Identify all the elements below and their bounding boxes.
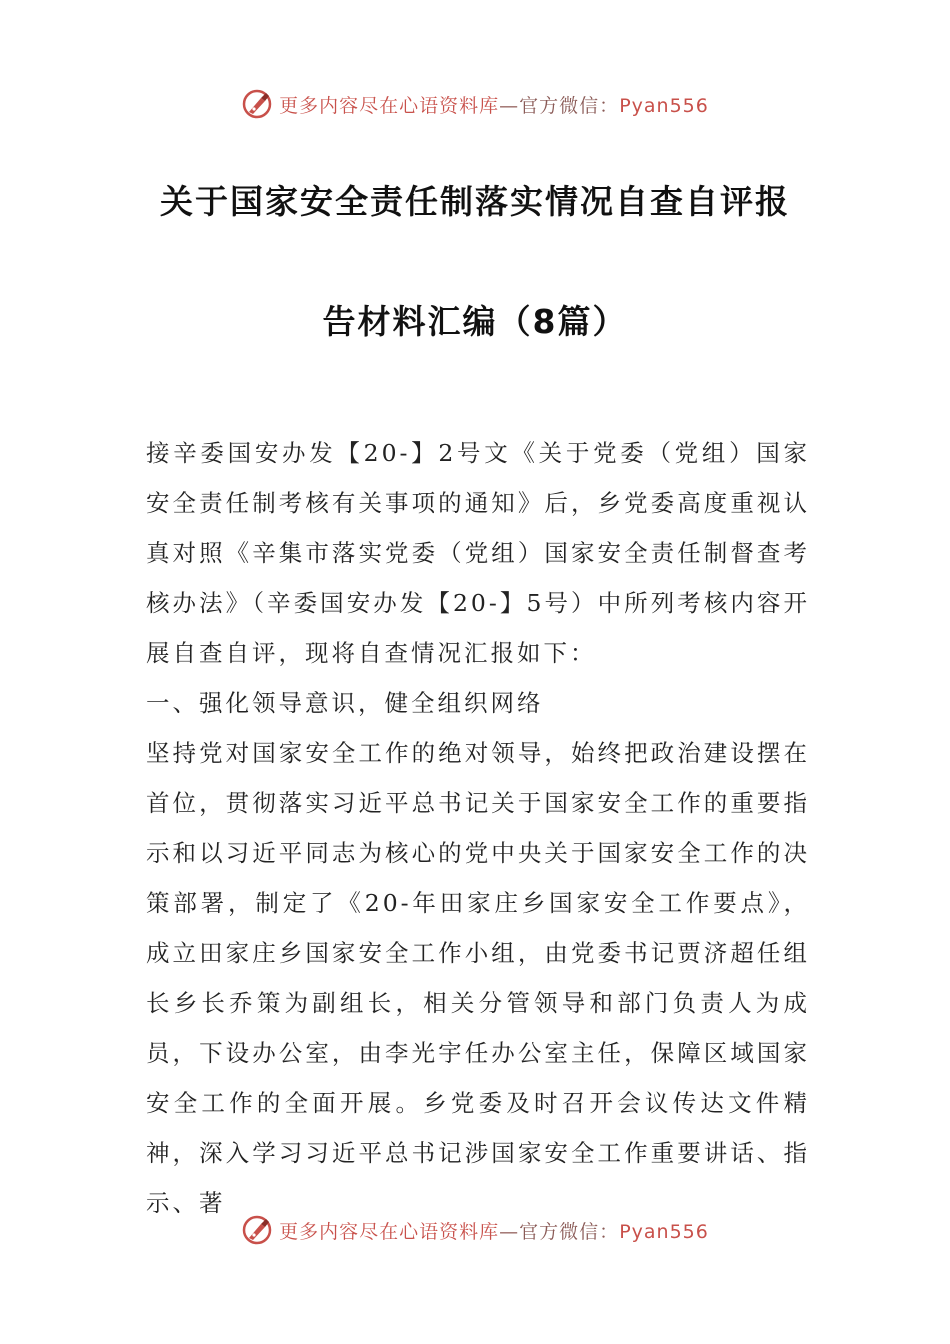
body-paragraph-intro: 接辛委国安办发【20-】2号文《关于党委（党组）国家安全责任制考核有关事项的通知》后，乡党委高度重视认真对照《辛集市落实党委（党组）国家安全责任制督查考核办法》（辛委国安办发【20-】5号）中所列考核内容开展自查自评，现将自查情况汇报如下： (146, 439, 810, 667)
watermark-id: Pyan556 (619, 1220, 709, 1243)
watermark-label: 官方微信： (519, 1220, 620, 1243)
pen-nib-logo-icon (241, 1214, 273, 1246)
watermark-main: 更多内容尽在心语资料库 (279, 1220, 500, 1243)
watermark-text (279, 1217, 709, 1244)
document-body (146, 428, 810, 1228)
watermark-separator: — (499, 94, 520, 117)
watermark-main: 更多内容尽在心语资料库 (279, 94, 500, 117)
document-title-line-1: 关于国家安全责任制落实情况自查自评报 (160, 182, 790, 221)
pen-nib-logo-icon (241, 88, 273, 120)
body-paragraph-section-1: 坚持党对国家安全工作的绝对领导，始终把政治建设摆在首位，贯彻落实习近平总书记关于国家安全工作的重要指示和以习近平同志为核心的党中央关于国家安全工作的决策部署，制定了《20-年田家庄乡国家安全工作要点》，成立田家庄乡国家安全工作小组，由党委书记贾济超任组长乡长乔策为副组长，相关分管领导和部门负责人为成员，下设办公室，由李光宇任办公室主任，保障区域国家安全工作的全面开展。乡党委及时召开会议传达文件精神，深入学习习近平总书记涉国家安全工作重要讲话、指示、著 (146, 739, 810, 1217)
document-title-line-2: 告材料汇编（8篇） (322, 302, 628, 341)
watermark-separator: — (499, 1220, 520, 1243)
watermark-id: Pyan556 (619, 94, 709, 117)
watermark-label: 官方微信： (519, 94, 620, 117)
header-watermark (0, 84, 950, 124)
footer-watermark (0, 1210, 950, 1250)
section-heading-1: 一、强化领导意识，健全组织网络 (146, 689, 544, 717)
watermark-text (279, 91, 709, 118)
